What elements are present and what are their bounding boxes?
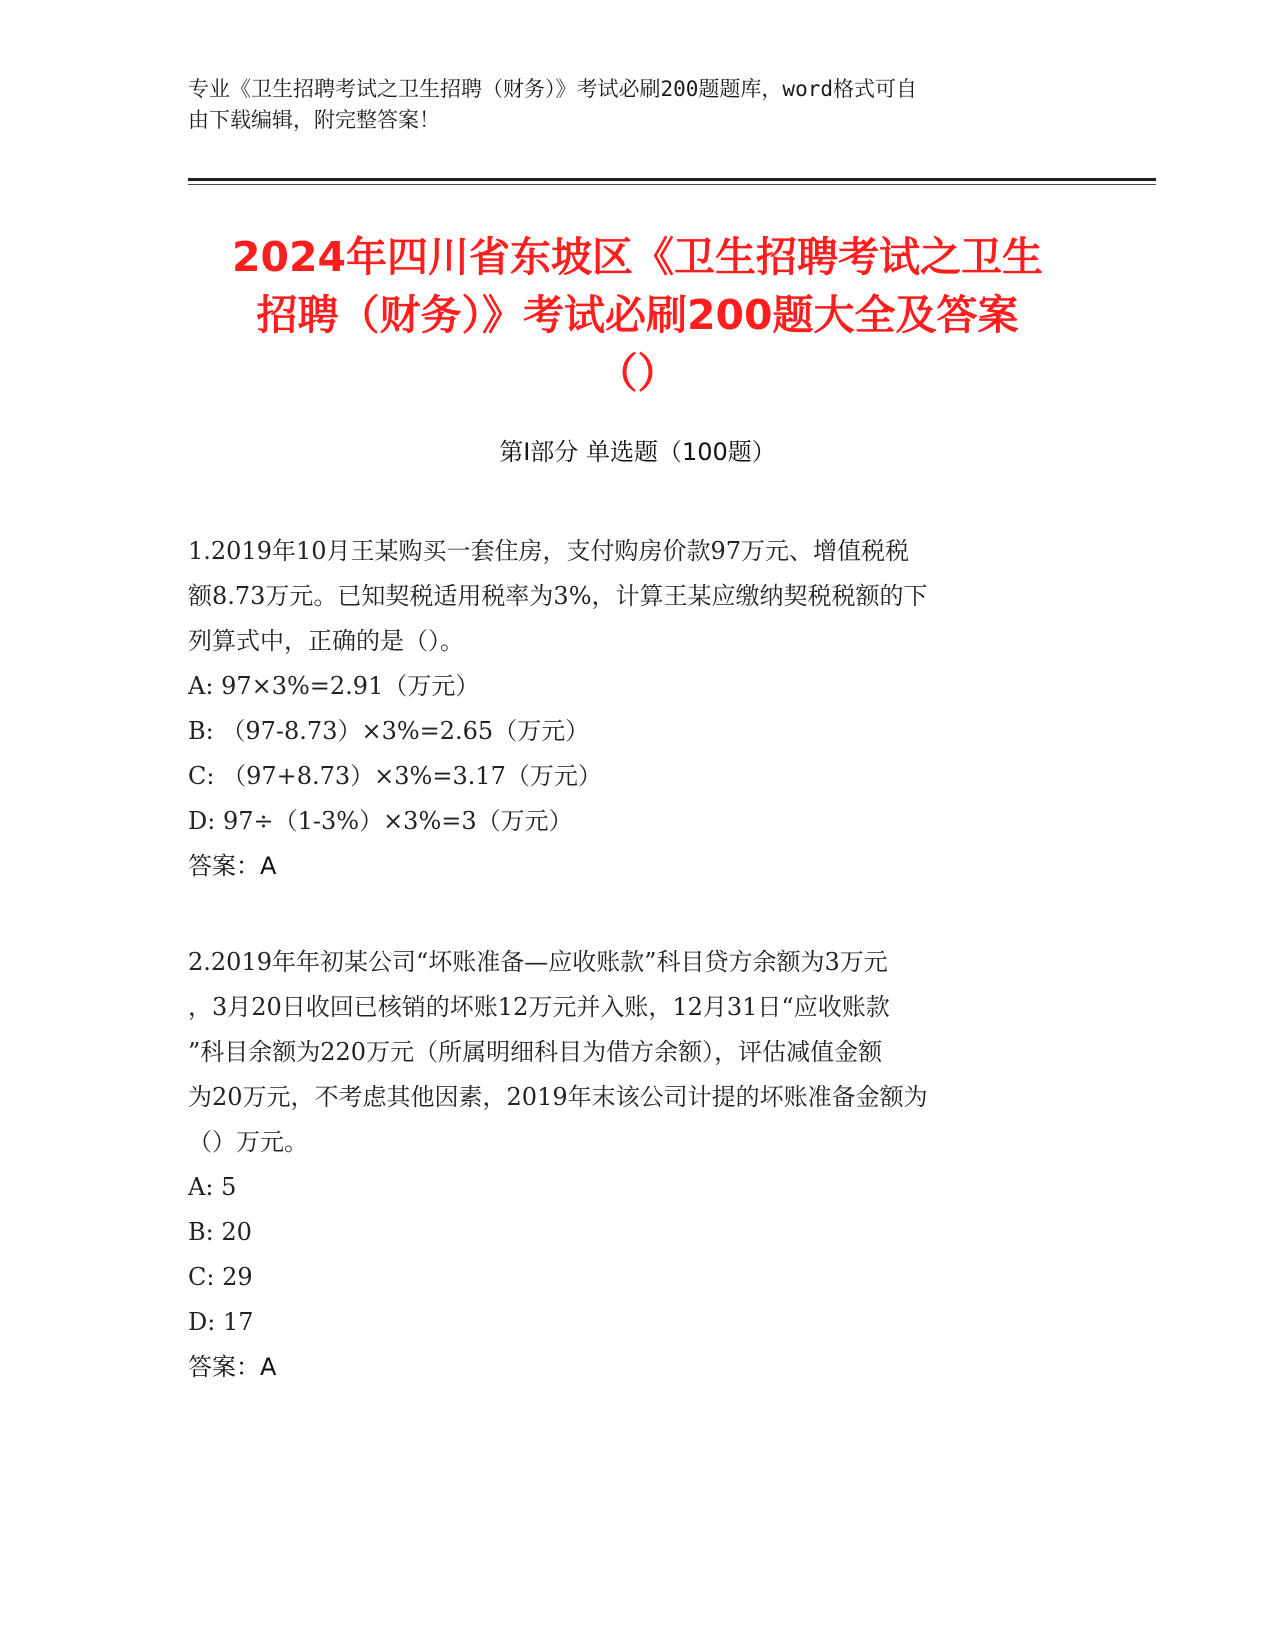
option-d	[188, 799, 1088, 844]
header-divider-thick	[188, 178, 1156, 181]
section-heading: 第Ⅰ部分 单选题（100题）	[499, 438, 776, 466]
option-text: 20	[221, 1218, 252, 1246]
option-text: 97÷（1-3%）×3%=3（万元）	[222, 807, 573, 835]
option-letter: D:	[188, 807, 216, 835]
option-list	[188, 664, 1088, 844]
stem-line: 列算式中，正确的是（）。	[188, 627, 464, 655]
stem-line: ”科目余额为220万元（所属明细科目为借方余额），评估减值金额	[188, 1038, 883, 1066]
option-text: 97×3%=2.91（万元）	[221, 672, 480, 700]
option-a	[188, 664, 1088, 709]
option-letter: A:	[188, 1173, 214, 1201]
option-a	[188, 1165, 1088, 1210]
option-text: （97-8.73）×3%=2.65（万元）	[221, 717, 590, 745]
option-b	[188, 709, 1088, 754]
option-text: 29	[222, 1263, 253, 1291]
document-title	[120, 228, 1155, 402]
option-text: 5	[221, 1173, 237, 1201]
option-c	[188, 754, 1088, 799]
option-letter: C:	[188, 1263, 215, 1291]
stem-line: 1.2019年10月王某购买一套住房，支付购房价款97万元、增值税税	[188, 537, 910, 565]
answer-line: 答案：A	[188, 852, 277, 880]
title-line: 招聘（财务）》考试必刷200题大全及答案	[256, 291, 1019, 339]
option-letter: B:	[188, 1218, 214, 1246]
stem-line: （）万元。	[188, 1128, 308, 1156]
stem-line: 额8.73万元。已知契税适用税率为3%，计算王某应缴纳契税税额的下	[188, 582, 928, 610]
title-line: （）	[596, 349, 679, 397]
question-1	[188, 529, 1088, 889]
answer-line: 答案：A	[188, 1353, 277, 1381]
option-text: （97+8.73）×3%=3.17（万元）	[222, 762, 602, 790]
option-letter: A:	[188, 672, 214, 700]
question-stem	[188, 529, 1088, 664]
title-line: 2024年四川省东坡区《卫生招聘考试之卫生	[231, 233, 1044, 281]
option-list	[188, 1165, 1088, 1345]
option-b	[188, 1210, 1088, 1255]
option-letter: D:	[188, 1308, 216, 1336]
question-stem	[188, 940, 1088, 1165]
option-text: 17	[222, 1308, 254, 1336]
header-note-line: 专业《卫生招聘考试之卫生招聘（财务）》考试必刷200题题库，word格式可自	[188, 77, 917, 101]
option-c	[188, 1255, 1088, 1300]
header-note	[188, 74, 1068, 136]
header-divider-thin	[188, 184, 1156, 185]
option-letter: B:	[188, 717, 214, 745]
stem-line: 2.2019年年初某公司“坏账准备—应收账款”科目贷方余额为3万元	[188, 948, 888, 976]
question-2	[188, 940, 1088, 1390]
stem-line: ，3月20日收回已核销的坏账12万元并入账，12月31日“应收账款	[188, 993, 890, 1021]
stem-line: 为20万元，不考虑其他因素，2019年末该公司计提的坏账准备金额为	[188, 1083, 928, 1111]
header-note-line: 由下载编辑，附完整答案！	[188, 108, 440, 132]
option-letter: C:	[188, 762, 215, 790]
option-d	[188, 1300, 1088, 1345]
